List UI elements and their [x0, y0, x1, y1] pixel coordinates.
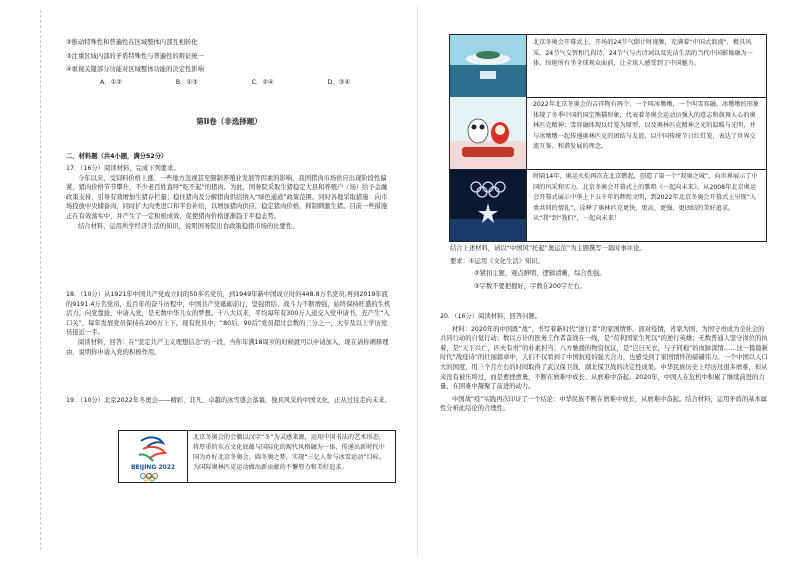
q17-title: 17．（16分）阅读材料，完成下列要求。 — [66, 165, 180, 172]
choice-c: C．②④ — [251, 78, 274, 86]
part-title: 二、材料题（共4小题，满分52分） — [66, 153, 168, 160]
solar-terms-text: 北京冬奥会开幕式上，开场的24节气倒计时视频，充满着“中国式浪漫”，极具风采。24节气交替和几段诗，24节气与古诗词以及先洁生活的当代中国影像融为一体，惊艳所有坐全球观众面前，让全球人感受到了中国魅力。 — [533, 39, 753, 67]
binding-gutter-line — [40, 10, 41, 550]
q17-material: 今年以来，受饲料价格上涨、一些地方忽视甚至限制养殖业发展等因素的影响，我国猪肉市场供应出现阶段性偏紧，猪肉价格节节攀升，不少老百姓直呼“吃不起”的猪肉。为此，国务院采取生猪稳定大县和养殖户（场）给予金融政策支持，引导有效增加生猪存栏量；稳住猪肉及分解猪肉供给纳入“绿色通道”政策范围。同时各地采取措施：向市场投放中央储备肉，同时扩大肉类进口和平台补给，以增加猪肉供应，稳定猪肉价格，抑制刺激生猪。目前一些措施正在有效落实中，并产生了一定积极成效，促使猪肉价格逐渐趋于平稳态势。 — [66, 174, 388, 220]
q19-title: 19．（10分）北京2022年冬奥会——精彩、非凡、卓越的冰雪盛会落幕，独具风采的中国文化，正从过往走向未来。 — [66, 397, 391, 404]
option-item-2: ②推动特殊性和普遍性在区域整体内部互相转化 — [66, 39, 198, 46]
mascots-text: 2022年北京冬奥会的吉祥物有两个，一个叫冰墩墩，一个叫雪容融。冰墩墩的形象体现了冬季中国的国宝熊猫形象，代表着冬奥会运动员强大的意志和鼓舞人心的奥林匹克精神；雪容融体现以灯笼为原型，以及奥林匹克精神之光的温暖与光明，并与冰墩墩一起传递奥林匹克的团结与友谊，以中国传统节日红灯笼，表达了世界交流互鉴、和谐发展的理念。 — [533, 101, 760, 150]
emblem-material-box — [118, 430, 396, 483]
solar-terms-video-image — [450, 35, 527, 97]
q20-title: 20．（16分）阅读材料，回答问题。 — [440, 313, 542, 320]
choice-d: D．③④ — [327, 78, 350, 86]
beijing-2022-emblem-image — [119, 431, 188, 482]
option-item-3: ③注重区域内部的矛盾特殊性与普遍性的辩证统一 — [66, 52, 204, 60]
q17-question: 结合材料，运用所学经济生活的知识，说明国务院出台政策稳猪市场的比要性。 — [78, 222, 299, 230]
choice-b: B．①③ — [175, 78, 198, 86]
requirement-1: 要求：①运用《文化生活》知识。 — [450, 257, 544, 265]
section-title: 第II卷（非选择题） — [196, 117, 262, 126]
option-item-4: ④重视关键部分功能对区域整体功能的决定性影响 — [66, 66, 204, 74]
q20-material: 材料：2020年的中国既“战”，书写着新时代“逆行者”的家国情怀。面对疫情，省家为国、为国守责成为全社会的共同行动的自觉行动；数以万计的医务工作者奋战在一线，是“苟利国家生死以”的逆行英雄；无数普通人坚守岗位的执着，是“天下兴亡，匹夫有责”的朴素担当；八方驰援的物资抗议，是“岂曰无衣，与子同袍”的血脉深情……这一篇篇新时代“战疫诗”的壮丽篇章中，人们不仅看到了中国抗疫的强大合力，也感受到了家国情怀的磅礴伟力。一个中国以人口大的国度，用三个月左右的时间取得了武汉保卫战、湖北保卫战的决定性成果。中华民族历史上经历过很多磨难，但从来没有被压垮过，而是愈挫愈勇，不断在磨难中成长、从磨难中奋起。2020年，中国人在危机中积累了继续前进的力量，在困难中凝聚了前进的动力。 — [440, 325, 768, 391]
opening-ceremony-image — [450, 169, 527, 241]
emblem-description: 北京冬奥会的会徽以汉字“冬”为灵感来源，运用中国书法的艺术形态，将厚重的东方文化底蕴与国际化的现代风格融为一体，传递出新时代中国为办好北京冬奥会，圆冬奥之梦，实现“三亿人参与冰雪运动”目标。为国际奥林匹克运动做出新贡献的不懈努力和美好追求。 — [193, 434, 386, 471]
choice-a: A．①② — [100, 78, 122, 86]
torch-text: 时隔14年，奥运火炬再次在北京燃起，创造了第一个“双奥之城”，向世界展示了中国的风采和实力。北京冬奥会开幕式上的歌唱《一起向未来》，从2008年北京奥运会开幕式展示中华上下五千年的辉煌文明，到2022年北京冬奥会开幕式上呈现“人类共同的情礼”，诠释了奥林匹克更快、更高、更强、更团结的美好追求。从“我”到“我们”，一起向未来！ — [533, 173, 758, 222]
emblem-label: BEIJING 2022 — [130, 464, 176, 471]
column-divider — [417, 6, 418, 556]
emblem-graphic — [119, 431, 187, 482]
q20-question: 中国战“疫”实践再次印证了一个结论：中华民族不断在磨难中成长，从磨难中奋起。结合材料，运用矛盾的基本属性分析此结论的合理性。 — [440, 395, 768, 413]
requirement-3: ③字数不要把握好，字数在200字左右。 — [474, 282, 587, 290]
olympics-material-table — [449, 34, 767, 242]
q19-task: 结合上述材料，请以“中国风”托起“奥运范”为主题撰写一篇时事评论。 — [450, 245, 646, 252]
answer-choices — [100, 78, 350, 88]
table-row-torch — [450, 169, 766, 241]
mascots-image — [450, 97, 527, 169]
table-row-solar-terms — [450, 35, 766, 98]
table-row-mascots — [450, 97, 766, 170]
q18-question: 阅读材料，回答：在“坚定共产主义理想信念”的一段，当你年满18周岁的时候就可以申请加入，现在请你阐释理由，说明你申请入党的积极作用。 — [66, 338, 389, 356]
q18-material: 18．（10分）从1921年中国共产党成立时的50多名党员，到1949年新中国成立时的448.8万名党员,再到2019年底的9191.4万名党员，近百年的奋斗历程中，中国共产党砥砺前行，坚强团结、战斗力不断增强，始终保持旺盛的生机活力。向党靠拢、申请入党，是无数中华儿女的梦想。十八大以来，平均每年有300万人递交入党申请书，充产生“入口关”，每年发展党员保持在200万上下。现有党员中，“80后、90后”党员超过总数的三分之一，大专及以上学历党员接近一半。 — [66, 291, 391, 337]
requirement-2: ②紧扣主题，观点鲜明，逻辑清晰，综合性强。 — [474, 270, 606, 278]
